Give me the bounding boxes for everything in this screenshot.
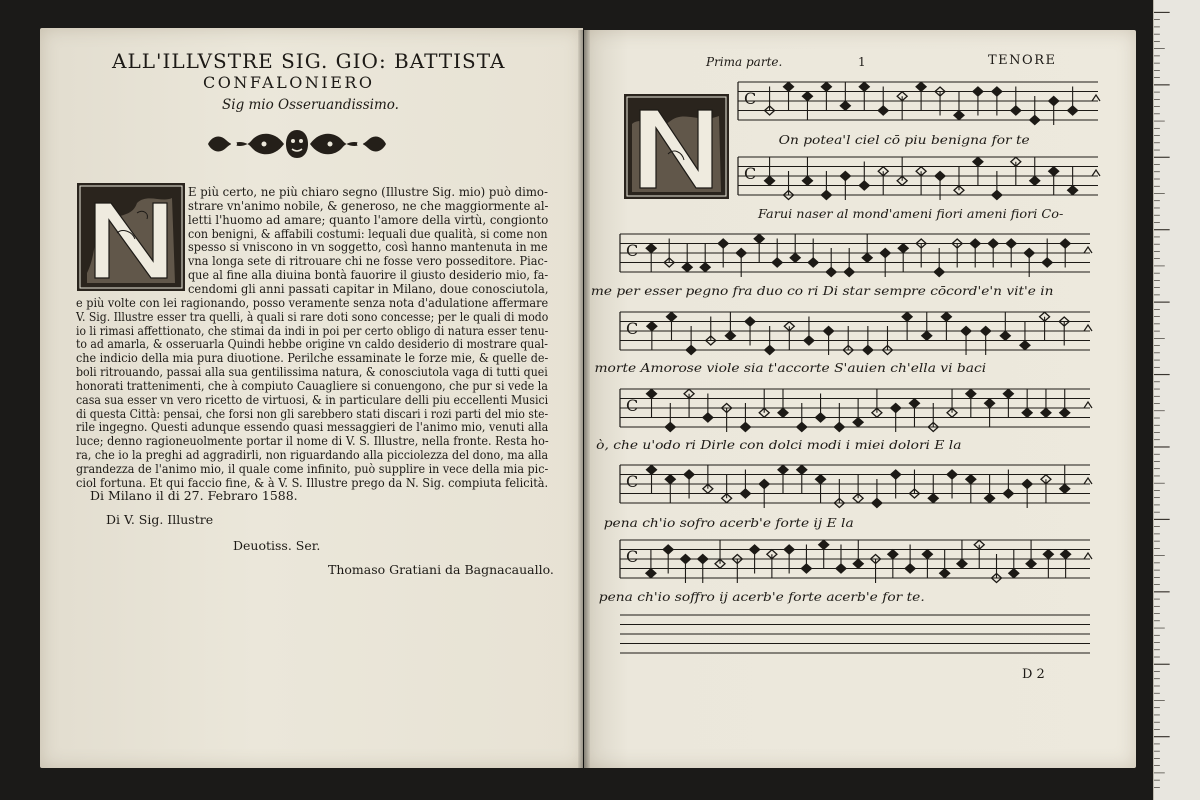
signature-mark: D 2 (1022, 667, 1045, 682)
clef-icon: C (626, 318, 639, 338)
lyric-line: me per esser pegno fra duo co ri Di star sempre cōcord'e'n vit'e in (590, 284, 1054, 298)
dedication-line: luce; denno ragioneuolmente portar il nome di V. S. Illustre, nella fronte. Resta ho- (76, 434, 549, 449)
voice-part-label: TENORE (988, 53, 1057, 68)
custos-icon (1084, 247, 1092, 253)
dedication-line: ciol fortuna. Et qui faccio fine, & à V. S. Illustre prego da N. Sig. compiuta felicità. (76, 475, 549, 490)
dedication-line: strare vn'animo nobile, & generoso, ne che maggiormente al- (188, 198, 549, 213)
dedication-line: to ad amarla, & osseruarla Quindi hebbe origine vn caldo desiderio di mostrare qual- (76, 337, 548, 352)
lyric-line: Farui naser al mond'ameni fiori ameni fiori Co- (758, 207, 1064, 221)
lyric-line: ò, che u'odo ri Dirle con dolci modi i miei dolori E la (596, 438, 962, 452)
dedication-line: V. Sig. Illustre esser tra quelli, à quali si rare doti sono concesse; per le quali di modo (76, 309, 549, 324)
lyric-line: On potea'l ciel cō piu benigna for te (778, 133, 1030, 147)
custos-icon (1084, 325, 1092, 331)
dedication-line: ra, che io la preghi ad aggradirli, non riguardando alla picciolezza del dono, ma alla (76, 448, 549, 463)
lyric-line: pena ch'io soffro ij acerb'e forte acerb'e for te. (598, 590, 925, 604)
measuring-ruler-icon (1153, 0, 1200, 800)
custos-icon (1092, 170, 1100, 176)
clef-icon: C (626, 395, 639, 415)
dedication-line: con benigni, & affabili costumi: lequali due qualità, si come non (188, 226, 548, 241)
dedication-line: vna longa sete di ritrouare chi ne fosse vero posseditore. Piac- (188, 254, 548, 269)
dedication-line: boli ritrouando, passai alla sua gentilissima natura, & conosciutola vaga di tutti quei (76, 365, 548, 380)
dedication-line: honorati trattenimenti, che à compiuto Cauagliere si conuengono, che pur si vede la (76, 378, 548, 393)
dedication-date: Di Milano il di 27. Febraro 1588. (90, 488, 298, 503)
clef-icon: C (744, 88, 757, 108)
lyric-line: morte Amorose viole sia t'accorte S'auien ch'ella vi baci (594, 361, 987, 375)
dedication-line: cendomi gli anni passati capitar in Milano, doue conosciutola, (188, 281, 549, 296)
custos-icon (1084, 478, 1092, 484)
clef-icon: C (626, 546, 639, 566)
lyric-line: pena ch'io sofro acerb'e forte ij E la (603, 516, 854, 530)
closing-line: Di V. Sig. Illustre (106, 512, 214, 527)
clef-icon: C (626, 471, 639, 491)
dedication-line: que al fine alla diuina bontà fauorire il giusto desiderio mio, fa- (188, 268, 549, 283)
dedicatee-name: CONFALONIERO (203, 73, 375, 92)
custos-icon (1084, 402, 1092, 408)
clef-icon: C (744, 163, 757, 183)
part-label: Prima parte. (706, 55, 783, 69)
closing-servant: Deuotiss. Ser. (233, 538, 321, 553)
dedication-title: ALL'ILLVSTRE SIG. GIO: BATTISTA (112, 49, 506, 73)
page-number: 1 (858, 55, 866, 69)
custos-icon (1084, 553, 1092, 559)
dedication-line: di questa Città: pensai, che forsi non gli sarebbero stati discari i rozi parti del mio ste- (76, 406, 549, 421)
dedication-line: spesso si vniscono in vn soggetto, così hanno mantenuta in me (188, 240, 548, 255)
dedication-line: E più certo, ne più chiaro segno (Illustre Sig. mio) può dimo- (188, 185, 548, 199)
dedication-line: casa sua esser vn vero ricetto de virtuosi, & in particulare delli piu eccellenti Musici (76, 392, 549, 407)
dedication-line: e più volte con lei ragionando, posso veramente senza nota d'adulatione affermare (76, 295, 549, 310)
dedication-line: grandezza de l'animo mio, il quale come infinito, può supplire in vece della mia pic- (76, 462, 549, 476)
dedication-line: che indicio della mia pura diuotione. Perilche essaminate le forze mie, & quelle de- (76, 351, 549, 366)
dedication-line: letti l'huomo ad amare; quanto l'amore della virtù, congionto (188, 212, 549, 227)
author-signature: Thomaso Gratiani da Bagnacauallo. (328, 562, 554, 577)
clef-icon: C (626, 240, 639, 260)
dedication-line: io li rimasi affettionato, che stimai da indi in poi per certo obligo di natura esser tenu- (76, 323, 549, 338)
salutation: Sig mio Osseruandissimo. (222, 97, 399, 113)
dedication-line: rile ingegno. Questi adunque essendo quasi messaggieri de l'animo mio, venuti alla (76, 420, 549, 435)
custos-icon (1092, 95, 1100, 101)
